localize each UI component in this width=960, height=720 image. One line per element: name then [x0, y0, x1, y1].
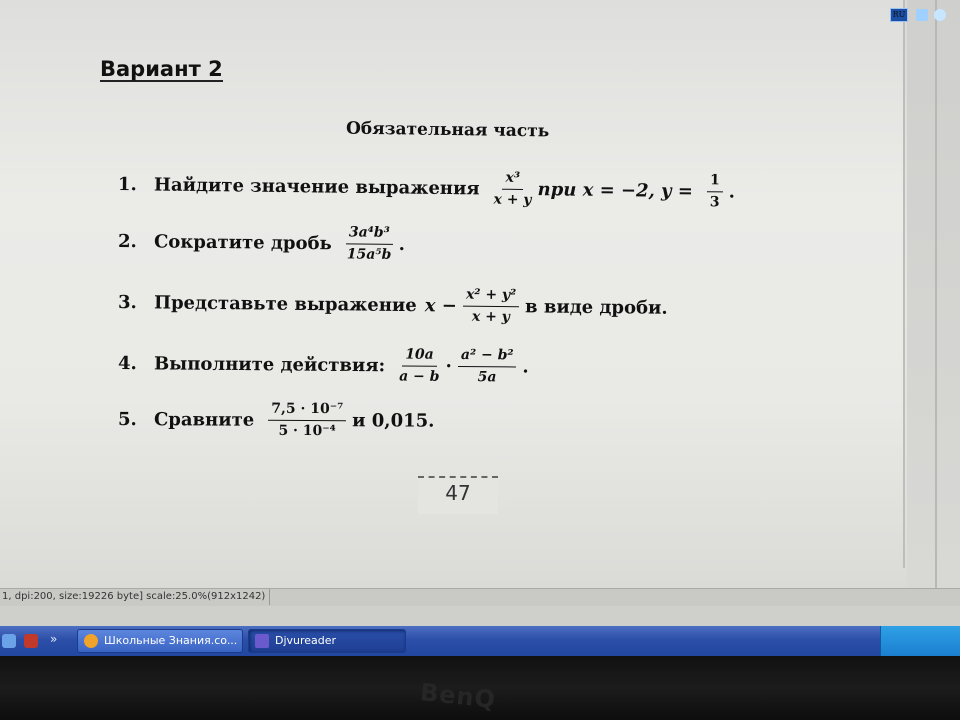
expression-prefix: x −	[424, 295, 457, 317]
volume-icon[interactable]	[934, 9, 946, 21]
system-tray	[880, 626, 960, 656]
task-number: 2.	[117, 231, 137, 253]
task-text: Представьте выражение	[153, 292, 417, 317]
browser-quicklaunch-icon[interactable]	[2, 634, 16, 648]
denominator: 3	[709, 194, 720, 211]
numerator: x² + y²	[463, 287, 519, 308]
window-edge	[935, 0, 937, 590]
numerator: 1	[707, 172, 723, 192]
denominator: 5a	[477, 369, 497, 386]
task-text: Сократите дробь	[153, 231, 332, 255]
vertical-scrollbar[interactable]	[907, 0, 960, 590]
task-number: 3.	[117, 292, 137, 314]
task-number: 4.	[117, 353, 137, 375]
task-text: Сравните	[153, 409, 255, 431]
numerator: x³	[502, 170, 523, 190]
fraction	[346, 224, 393, 263]
task-2	[118, 222, 405, 264]
denominator: a − b	[399, 368, 440, 385]
app-quicklaunch-icon[interactable]	[24, 634, 38, 648]
task-number: 1.	[117, 174, 137, 196]
task-1	[118, 165, 735, 212]
language-indicator[interactable]: RU	[890, 8, 908, 22]
task-text: Выполните действия:	[153, 353, 386, 377]
yandex-icon	[84, 634, 98, 648]
task-text: Найдите значение выражения	[153, 174, 480, 200]
taskbar	[0, 626, 960, 656]
status-text: 1, dpi:200, size:19226 byte] scale:25.0%(912x1242)	[2, 589, 270, 605]
task-4	[118, 344, 529, 387]
task-5	[118, 400, 443, 441]
fraction	[493, 170, 531, 209]
variant-title: Вариант 2	[100, 57, 223, 81]
numerator: 3a⁴b³	[346, 224, 393, 244]
taskbar-button-djvureader[interactable]	[248, 629, 406, 653]
window-bottom	[0, 606, 960, 626]
denominator: 15a⁵b	[346, 246, 392, 263]
fraction-2	[458, 347, 517, 387]
taskbar-button-browser[interactable]	[77, 629, 243, 653]
section-title: Обязательная часть	[345, 118, 550, 142]
denominator: x + y	[493, 191, 532, 209]
task-suffix: в виде дроби.	[525, 296, 668, 319]
chevron-right-icon[interactable]: »	[50, 632, 58, 646]
numerator: 7,5 · 10⁻⁷	[268, 401, 346, 421]
status-bar	[0, 588, 960, 606]
period: .	[398, 233, 406, 256]
period: .	[522, 356, 529, 378]
denominator: 5 · 10⁻⁴	[278, 422, 336, 440]
multiply-operator: ·	[445, 355, 452, 377]
task-3	[118, 283, 676, 328]
period: .	[728, 181, 736, 203]
network-icon[interactable]	[916, 9, 928, 21]
task-number: 5.	[117, 409, 137, 431]
djvureader-icon	[255, 634, 269, 648]
numerator: 10a	[402, 346, 437, 366]
fraction	[463, 287, 520, 327]
fraction	[268, 401, 346, 440]
taskbar-button-label: Школьные Знания.co...	[104, 634, 238, 647]
task-suffix: и 0,015.	[352, 410, 435, 432]
monitor-brand-logo: BenQ	[418, 678, 498, 714]
fraction-1	[399, 346, 440, 385]
page-number: 47	[418, 476, 498, 514]
y-fraction	[707, 172, 723, 211]
taskbar-button-label: Djvureader	[275, 634, 337, 647]
numerator: a² − b²	[458, 347, 517, 368]
task-condition: при x = −2, y =	[537, 179, 694, 203]
denominator: x + y	[471, 308, 510, 326]
